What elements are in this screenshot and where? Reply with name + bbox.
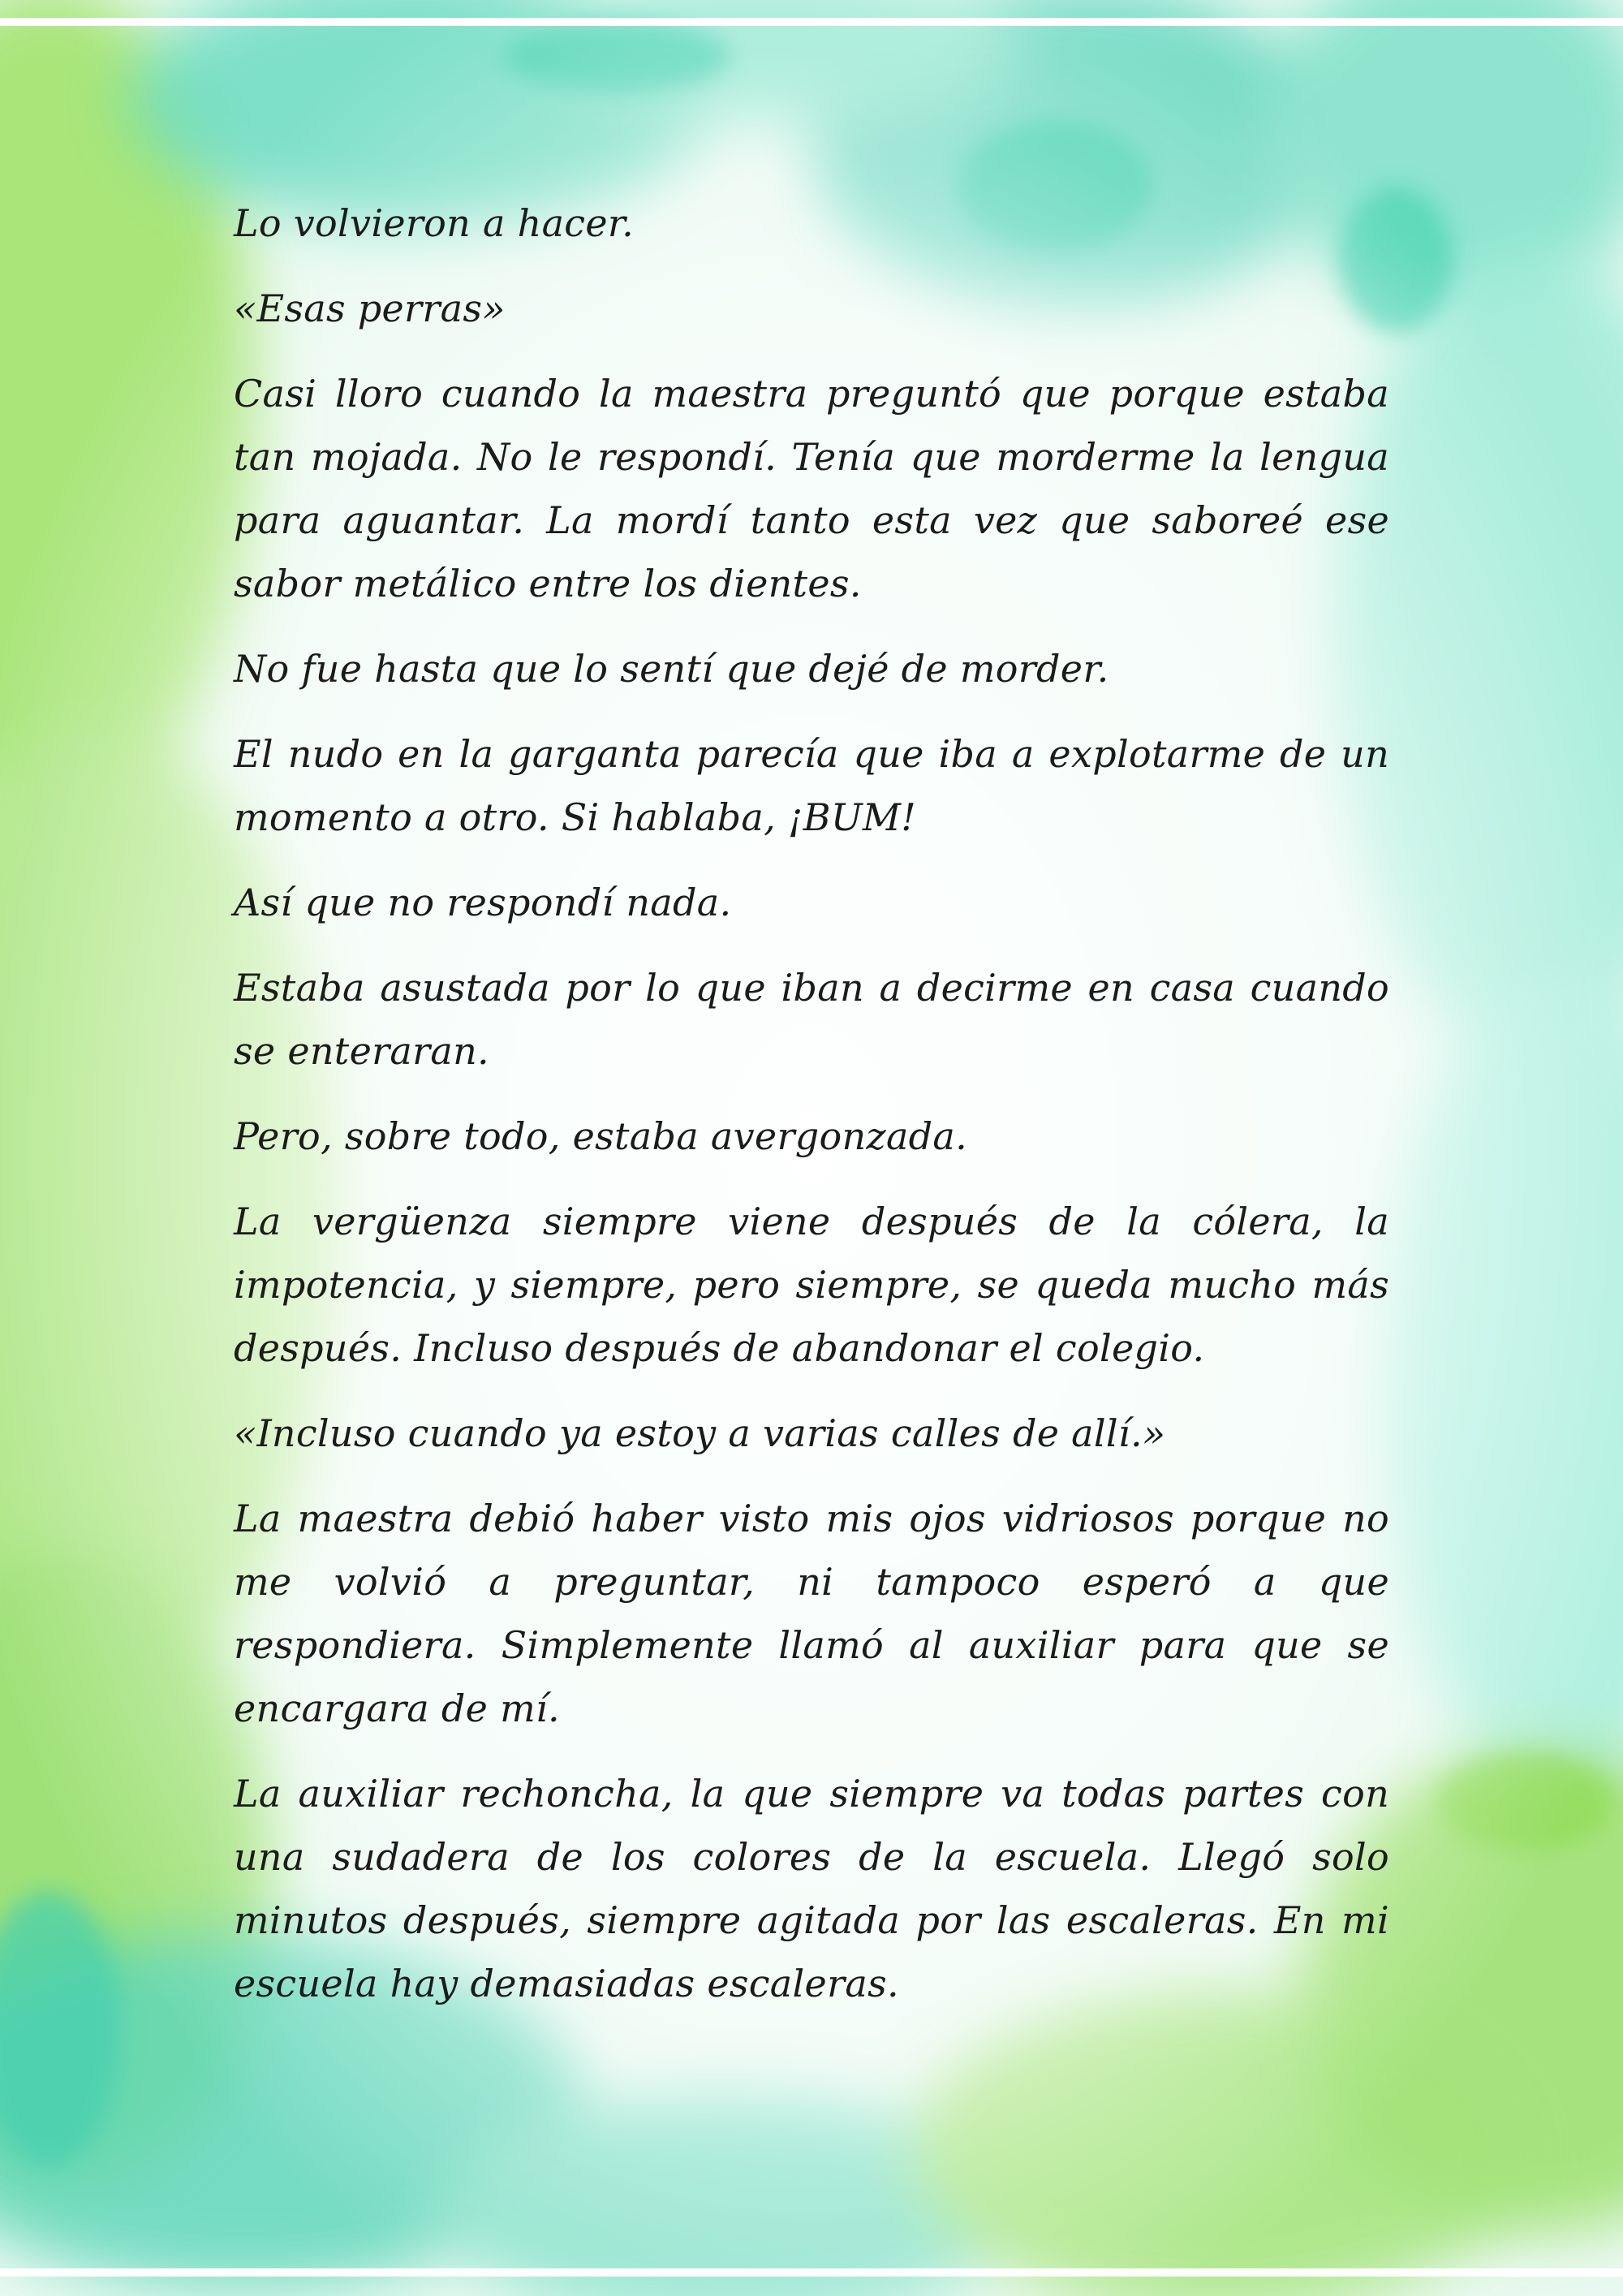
- paragraph: La auxiliar rechoncha, la que siempre va todas partes con una sudadera de los colores de la escuela. Llegó solo minutos después, siempre agitada por las escaleras. En mi escuela hay demasiadas escaleras.: [234, 1772, 1389, 2005]
- paragraph: Lo volvieron a hacer.: [234, 201, 635, 245]
- paragraph: La maestra debió haber visto mis ojos vidriosos porque no me volvió a preguntar, ni tampoco esperó a que respondiera. Simplemente llamó al auxiliar para que se encargara de mí.: [234, 1497, 1389, 1730]
- paragraph: «Incluso cuando ya estoy a varias calles de allí.»: [234, 1411, 1166, 1455]
- paragraph: No fue hasta que lo sentí que dejé de morder.: [234, 647, 1109, 691]
- top-border-line: [0, 18, 1623, 26]
- paragraph: Así que no respondí nada.: [234, 881, 732, 924]
- paragraph: El nudo en la garganta parecía que iba a explotarme de un momento a otro. Si hablaba, ¡BUM!: [234, 732, 1389, 839]
- paragraph: La vergüenza siempre viene después de la cólera, la impotencia, y siempre, pero siempre, se queda mucho más después. Incluso después de abandonar el colegio.: [234, 1200, 1389, 1370]
- bottom-border-line: [0, 2268, 1623, 2277]
- body-text: [234, 192, 1389, 2037]
- paragraph: Estaba asustada por lo que iban a decirme en casa cuando se enteraran.: [234, 966, 1389, 1073]
- paragraph: Casi lloro cuando la maestra preguntó que porque estaba tan mojada. No le respondí. Tenía que morderme la lengua para aguantar. La mordí tanto esta vez que saboreé ese sabor metálico entre los dientes.: [234, 372, 1389, 605]
- paragraph: «Esas perras»: [234, 286, 506, 330]
- paragraph: Pero, sobre todo, estaba avergonzada.: [234, 1114, 968, 1158]
